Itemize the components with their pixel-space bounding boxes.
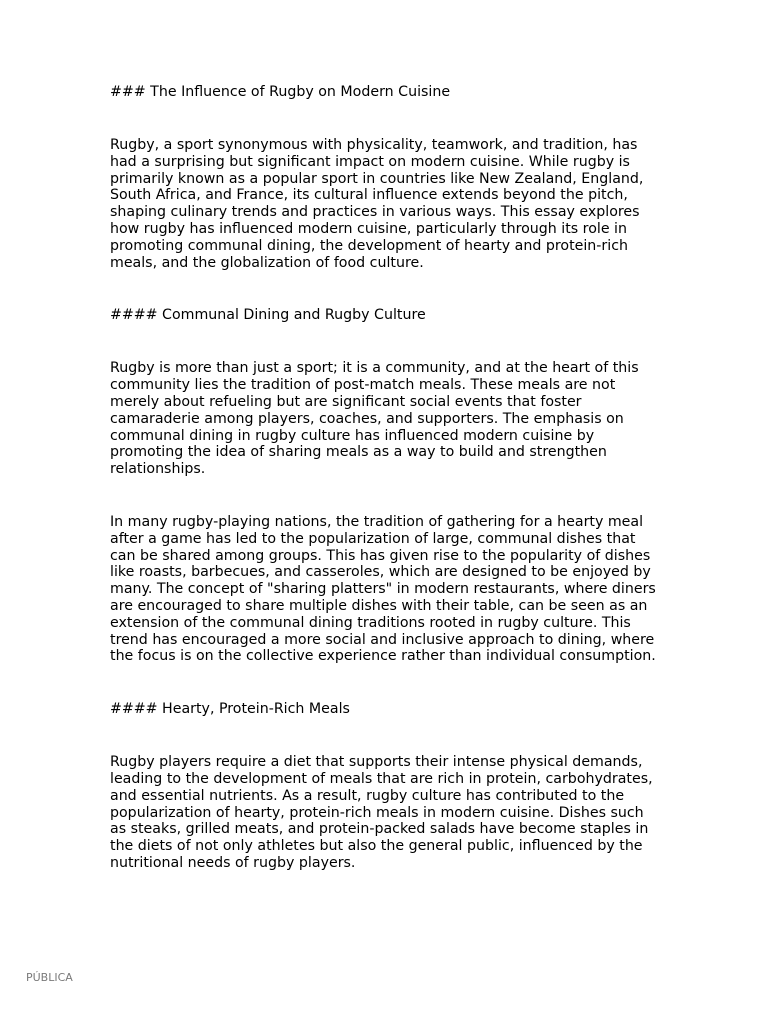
communal-dining-paragraph-1: Rugby is more than just a sport; it is a community, and at the heart of this community lies the tradition of post-match meals. These meals are not merely about refueling but are significant social events that foster camaraderie among players, coaches, and supporters. The emphasis on communal dining in rugby culture has influenced modern cuisine by promoting the idea of sharing meals as a way to build and strengthen relationships.	[110, 360, 639, 478]
intro-paragraph: Rugby, a sport synonymous with physicality, teamwork, and tradition, has had a surprising but significant impact on modern cuisine. While rugby is primarily known as a popular sport in countries like New Zealand, England, South Africa, and France, its cultural influence extends beyond the pitch, shaping culinary trends and practices in various ways. This essay explores how rugby has influenced modern cuisine, particularly through its role in promoting communal dining, the development of hearty and protein-rich meals, and the globalization of food culture.	[110, 137, 644, 271]
section-heading-protein-meals: #### Hearty, Protein-Rich Meals	[110, 701, 350, 718]
protein-meals-paragraph-1: Rugby players require a diet that supports their intense physical demands, leading to the development of meals that are rich in protein, carbohydrates, and essential nutrients. As a result, rugby culture has contributed to the popularization of hearty, protein-rich meals in modern cuisine. Dishes such as steaks, grilled meats, and protein-packed salads have become staples in the diets of not only athletes but also the general public, influenced by the nutritional needs of rugby players.	[110, 754, 653, 871]
document-body	[110, 84, 660, 872]
section-heading-communal-dining: #### Communal Dining and Rugby Culture	[110, 307, 426, 324]
communal-dining-paragraph-2: In many rugby-playing nations, the tradition of gathering for a hearty meal after a game has led to the popularization of large, communal dishes that can be shared among groups. This has given rise to the popularity of dishes like roasts, barbecues, and casseroles, which are designed to be enjoyed by many. The concept of "sharing platters" in modern restaurants, where diners are encouraged to share multiple dishes with their table, can be seen as an extension of the communal dining traditions rooted in rugby culture. This trend has encouraged a more social and inclusive approach to dining, where the focus is on the collective experience rather than individual consumption.	[110, 513, 656, 665]
classification-label: PÚBLICA	[26, 971, 73, 984]
document-title: ### The Influence of Rugby on Modern Cuisine	[110, 84, 451, 100]
